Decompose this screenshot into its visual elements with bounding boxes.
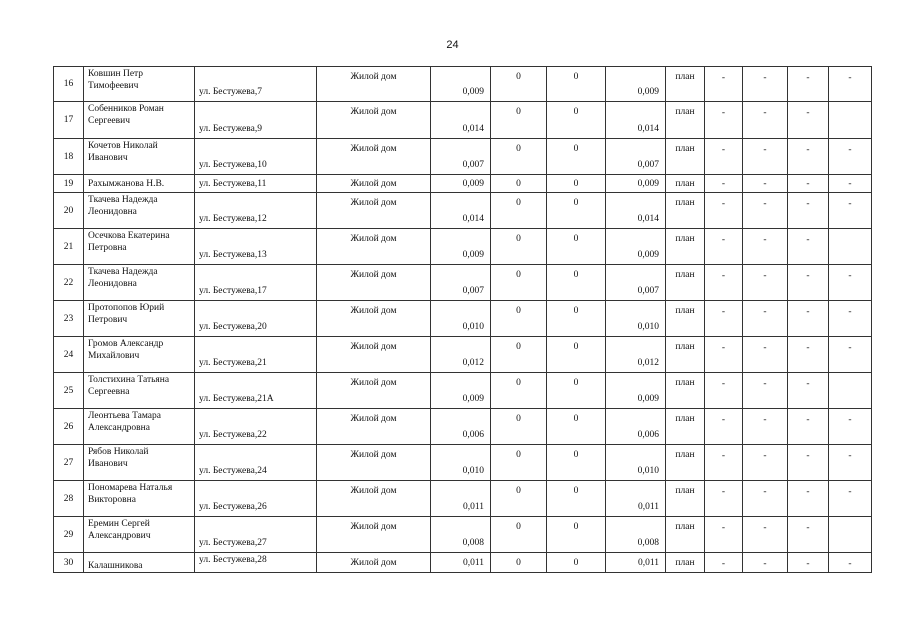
table-row xyxy=(54,301,872,337)
table-body xyxy=(54,67,872,573)
value-start: 0,007 xyxy=(431,139,491,175)
dash-cell: - xyxy=(829,67,872,102)
value-zero-1: 0 xyxy=(491,67,547,102)
table-row xyxy=(54,193,872,229)
dash-cell: - xyxy=(788,193,829,229)
value-zero-2: 0 xyxy=(547,409,606,445)
address: ул. Бестужева,26 xyxy=(195,481,317,517)
object-type: Жилой дом xyxy=(317,481,431,517)
owner-name: Кочетов Николай Иванович xyxy=(84,139,195,175)
table-row xyxy=(54,517,872,553)
plan-status: план xyxy=(666,67,705,102)
object-type: Жилой дом xyxy=(317,409,431,445)
dash-cell: - xyxy=(743,175,788,193)
row-number: 27 xyxy=(54,445,84,481)
value-start: 0,014 xyxy=(431,193,491,229)
owner-name: Протопопов Юрий Петрович xyxy=(84,301,195,337)
dash-cell xyxy=(829,517,872,553)
plan-status: план xyxy=(666,553,705,573)
table-row xyxy=(54,67,872,102)
page-number: 24 xyxy=(446,39,459,51)
table-row xyxy=(54,229,872,265)
registry-table xyxy=(53,66,872,573)
owner-name: Ткачева Надежда Леонидовна xyxy=(84,193,195,229)
address: ул. Бестужева,17 xyxy=(195,265,317,301)
plan-status: план xyxy=(666,337,705,373)
dash-cell: - xyxy=(788,265,829,301)
dash-cell: - xyxy=(829,139,872,175)
value-zero-1: 0 xyxy=(491,445,547,481)
dash-cell: - xyxy=(743,139,788,175)
address: ул. Бестужева,12 xyxy=(195,193,317,229)
plan-status: план xyxy=(666,175,705,193)
dash-cell: - xyxy=(829,337,872,373)
dash-cell: - xyxy=(705,175,743,193)
value-start: 0,012 xyxy=(431,337,491,373)
value-zero-1: 0 xyxy=(491,337,547,373)
dash-cell: - xyxy=(705,193,743,229)
value-zero-2: 0 xyxy=(547,301,606,337)
table-row xyxy=(54,409,872,445)
dash-cell: - xyxy=(829,193,872,229)
dash-cell: - xyxy=(829,553,872,573)
dash-cell: - xyxy=(829,301,872,337)
owner-name: Громов Александр Михайлович xyxy=(84,337,195,373)
dash-cell: - xyxy=(743,301,788,337)
object-type: Жилой дом xyxy=(317,373,431,409)
dash-cell: - xyxy=(788,445,829,481)
dash-cell: - xyxy=(788,409,829,445)
dash-cell: - xyxy=(788,175,829,193)
owner-name: Еремин Сергей Александрович xyxy=(84,517,195,553)
dash-cell: - xyxy=(788,102,829,139)
dash-cell: - xyxy=(788,229,829,265)
object-type: Жилой дом xyxy=(317,301,431,337)
dash-cell: - xyxy=(743,337,788,373)
dash-cell: - xyxy=(829,175,872,193)
table-row xyxy=(54,139,872,175)
value-zero-2: 0 xyxy=(547,193,606,229)
dash-cell: - xyxy=(705,265,743,301)
address: ул. Бестужева,28 xyxy=(195,553,317,573)
value-end: 0,007 xyxy=(606,139,666,175)
value-zero-2: 0 xyxy=(547,139,606,175)
address: ул. Бестужева,21 xyxy=(195,337,317,373)
owner-name: Осечкова Екатерина Петровна xyxy=(84,229,195,265)
value-zero-1: 0 xyxy=(491,139,547,175)
value-end: 0,008 xyxy=(606,517,666,553)
row-number: 25 xyxy=(54,373,84,409)
value-zero-1: 0 xyxy=(491,229,547,265)
dash-cell: - xyxy=(705,102,743,139)
dash-cell: - xyxy=(705,67,743,102)
dash-cell: - xyxy=(705,517,743,553)
value-end: 0,014 xyxy=(606,193,666,229)
table-row xyxy=(54,481,872,517)
value-zero-1: 0 xyxy=(491,193,547,229)
table-row xyxy=(54,553,872,573)
dash-cell xyxy=(829,229,872,265)
dash-cell: - xyxy=(788,517,829,553)
dash-cell: - xyxy=(705,409,743,445)
owner-name: Калашникова xyxy=(84,553,195,573)
object-type: Жилой дом xyxy=(317,337,431,373)
object-type: Жилой дом xyxy=(317,265,431,301)
owner-name: Рахымжанова Н.В. xyxy=(84,175,195,193)
row-number: 19 xyxy=(54,175,84,193)
value-end: 0,009 xyxy=(606,229,666,265)
table-row xyxy=(54,265,872,301)
dash-cell: - xyxy=(705,301,743,337)
row-number: 21 xyxy=(54,229,84,265)
dash-cell: - xyxy=(743,265,788,301)
dash-cell: - xyxy=(743,193,788,229)
dash-cell: - xyxy=(743,409,788,445)
value-zero-1: 0 xyxy=(491,481,547,517)
owner-name: Рябов Николай Иванович xyxy=(84,445,195,481)
row-number: 24 xyxy=(54,337,84,373)
owner-name: Ткачева Надежда Леонидовна xyxy=(84,265,195,301)
plan-status: план xyxy=(666,517,705,553)
value-end: 0,012 xyxy=(606,337,666,373)
dash-cell: - xyxy=(743,229,788,265)
row-number: 30 xyxy=(54,553,84,573)
value-end: 0,011 xyxy=(606,481,666,517)
owner-name: Леонтьева Тамара Александровна xyxy=(84,409,195,445)
value-zero-1: 0 xyxy=(491,517,547,553)
dash-cell: - xyxy=(743,553,788,573)
plan-status: план xyxy=(666,229,705,265)
row-number: 16 xyxy=(54,67,84,102)
address: ул. Бестужева,9 xyxy=(195,102,317,139)
value-start: 0,007 xyxy=(431,265,491,301)
row-number: 22 xyxy=(54,265,84,301)
object-type: Жилой дом xyxy=(317,139,431,175)
dash-cell: - xyxy=(743,481,788,517)
owner-name: Собенников Роман Сергеевич xyxy=(84,102,195,139)
address: ул. Бестужева,7 xyxy=(195,67,317,102)
row-number: 28 xyxy=(54,481,84,517)
dash-cell xyxy=(829,102,872,139)
dash-cell: - xyxy=(705,445,743,481)
plan-status: план xyxy=(666,265,705,301)
dash-cell: - xyxy=(705,229,743,265)
plan-status: план xyxy=(666,409,705,445)
dash-cell: - xyxy=(743,67,788,102)
row-number: 20 xyxy=(54,193,84,229)
dash-cell: - xyxy=(788,481,829,517)
value-zero-2: 0 xyxy=(547,67,606,102)
dash-cell: - xyxy=(705,373,743,409)
address: ул. Бестужева,11 xyxy=(195,175,317,193)
value-end: 0,011 xyxy=(606,553,666,573)
row-number: 17 xyxy=(54,102,84,139)
row-number: 26 xyxy=(54,409,84,445)
plan-status: план xyxy=(666,445,705,481)
table-row xyxy=(54,373,872,409)
row-number: 29 xyxy=(54,517,84,553)
value-zero-1: 0 xyxy=(491,265,547,301)
table-row xyxy=(54,445,872,481)
value-zero-1: 0 xyxy=(491,301,547,337)
dash-cell: - xyxy=(829,409,872,445)
value-start: 0,014 xyxy=(431,102,491,139)
dash-cell: - xyxy=(788,139,829,175)
value-zero-1: 0 xyxy=(491,373,547,409)
dash-cell: - xyxy=(829,481,872,517)
dash-cell: - xyxy=(743,102,788,139)
value-start: 0,009 xyxy=(431,229,491,265)
value-zero-1: 0 xyxy=(491,409,547,445)
dash-cell: - xyxy=(743,517,788,553)
address: ул. Бестужева,10 xyxy=(195,139,317,175)
value-end: 0,009 xyxy=(606,373,666,409)
value-start: 0,008 xyxy=(431,517,491,553)
value-zero-2: 0 xyxy=(547,517,606,553)
value-start: 0,009 xyxy=(431,373,491,409)
value-zero-2: 0 xyxy=(547,445,606,481)
plan-status: план xyxy=(666,193,705,229)
value-zero-1: 0 xyxy=(491,175,547,193)
value-zero-2: 0 xyxy=(547,337,606,373)
dash-cell: - xyxy=(788,337,829,373)
object-type: Жилой дом xyxy=(317,445,431,481)
value-end: 0,006 xyxy=(606,409,666,445)
address: ул. Бестужева,21А xyxy=(195,373,317,409)
address: ул. Бестужева,27 xyxy=(195,517,317,553)
object-type: Жилой дом xyxy=(317,67,431,102)
value-start: 0,011 xyxy=(431,481,491,517)
object-type: Жилой дом xyxy=(317,553,431,573)
value-zero-2: 0 xyxy=(547,265,606,301)
value-zero-2: 0 xyxy=(547,481,606,517)
owner-name: Ковшин Петр Тимофеевич xyxy=(84,67,195,102)
plan-status: план xyxy=(666,481,705,517)
dash-cell: - xyxy=(743,373,788,409)
address: ул. Бестужева,13 xyxy=(195,229,317,265)
value-start: 0,011 xyxy=(431,553,491,573)
value-zero-2: 0 xyxy=(547,373,606,409)
value-zero-2: 0 xyxy=(547,102,606,139)
value-end: 0,009 xyxy=(606,175,666,193)
object-type: Жилой дом xyxy=(317,102,431,139)
dash-cell: - xyxy=(788,553,829,573)
plan-status: план xyxy=(666,301,705,337)
address: ул. Бестужева,24 xyxy=(195,445,317,481)
address: ул. Бестужева,22 xyxy=(195,409,317,445)
dash-cell: - xyxy=(788,373,829,409)
value-zero-2: 0 xyxy=(547,553,606,573)
value-zero-1: 0 xyxy=(491,102,547,139)
owner-name: Толстихина Татьяна Сергеевна xyxy=(84,373,195,409)
table-row xyxy=(54,175,872,193)
value-start: 0,010 xyxy=(431,445,491,481)
object-type: Жилой дом xyxy=(317,229,431,265)
plan-status: план xyxy=(666,139,705,175)
object-type: Жилой дом xyxy=(317,175,431,193)
owner-name: Пономарева Наталья Викторовна xyxy=(84,481,195,517)
value-start: 0,010 xyxy=(431,301,491,337)
value-end: 0,010 xyxy=(606,301,666,337)
dash-cell xyxy=(829,373,872,409)
dash-cell: - xyxy=(829,265,872,301)
row-number: 23 xyxy=(54,301,84,337)
address: ул. Бестужева,20 xyxy=(195,301,317,337)
table-row xyxy=(54,102,872,139)
value-end: 0,009 xyxy=(606,67,666,102)
value-end: 0,007 xyxy=(606,265,666,301)
object-type: Жилой дом xyxy=(317,517,431,553)
value-zero-2: 0 xyxy=(547,229,606,265)
dash-cell: - xyxy=(829,445,872,481)
value-zero-1: 0 xyxy=(491,553,547,573)
table-row xyxy=(54,337,872,373)
dash-cell: - xyxy=(788,301,829,337)
value-start: 0,009 xyxy=(431,67,491,102)
object-type: Жилой дом xyxy=(317,193,431,229)
value-end: 0,014 xyxy=(606,102,666,139)
dash-cell: - xyxy=(705,337,743,373)
plan-status: план xyxy=(666,373,705,409)
dash-cell: - xyxy=(705,481,743,517)
dash-cell: - xyxy=(705,139,743,175)
value-end: 0,010 xyxy=(606,445,666,481)
dash-cell: - xyxy=(743,445,788,481)
dash-cell: - xyxy=(705,553,743,573)
value-zero-2: 0 xyxy=(547,175,606,193)
value-start: 0,009 xyxy=(431,175,491,193)
dash-cell: - xyxy=(788,67,829,102)
row-number: 18 xyxy=(54,139,84,175)
plan-status: план xyxy=(666,102,705,139)
value-start: 0,006 xyxy=(431,409,491,445)
